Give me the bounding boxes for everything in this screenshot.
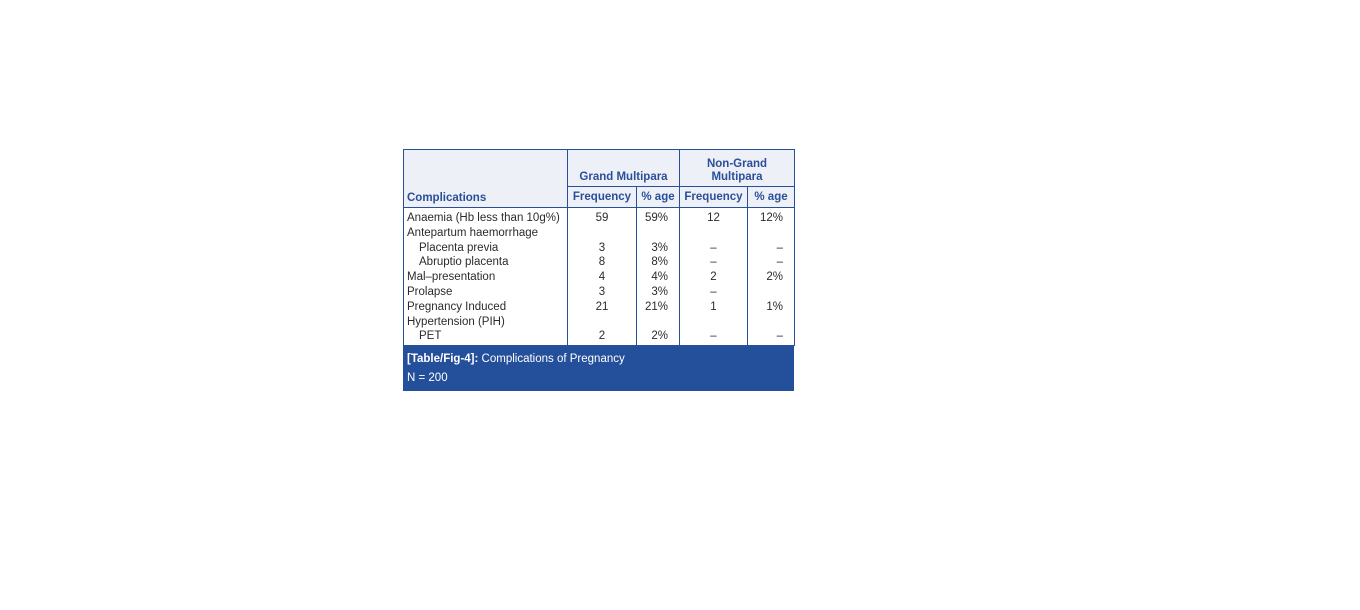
gm-pct-cell: 59% bbox=[637, 208, 680, 226]
caption-note: N = 200 bbox=[407, 372, 448, 385]
gm-pct-cell: 3% bbox=[637, 285, 680, 300]
column-header-gm-frequency: Frequency bbox=[568, 187, 637, 208]
column-header-ngm-frequency: Frequency bbox=[680, 187, 748, 208]
ngm-pct-cell: 1% bbox=[748, 300, 795, 315]
column-header-gm-pct: % age bbox=[637, 187, 680, 208]
ngm-pct-cell: – bbox=[748, 241, 795, 256]
row-label: Pregnancy Induced bbox=[404, 300, 568, 315]
table-row bbox=[404, 270, 795, 285]
row-label: Anaemia (Hb less than 10g%) bbox=[404, 208, 568, 226]
ngm-pct-cell: 2% bbox=[748, 270, 795, 285]
ngm-frequency-cell: 2 bbox=[680, 270, 748, 285]
row-label: Prolapse bbox=[404, 285, 568, 300]
gm-frequency-cell bbox=[568, 226, 637, 241]
table-row bbox=[404, 241, 795, 256]
row-label: Abruptio placenta bbox=[404, 255, 568, 270]
table-row bbox=[404, 300, 795, 315]
gm-pct-cell bbox=[637, 226, 680, 241]
ngm-frequency-cell bbox=[680, 226, 748, 241]
ngm-pct-cell bbox=[748, 226, 795, 241]
gm-frequency-cell: 8 bbox=[568, 255, 637, 270]
gm-frequency-cell: 4 bbox=[568, 270, 637, 285]
row-label: Hypertension (PIH) bbox=[404, 315, 568, 330]
gm-pct-cell: 21% bbox=[637, 300, 680, 315]
gm-frequency-cell: 21 bbox=[568, 300, 637, 315]
row-label: Mal–presentation bbox=[404, 270, 568, 285]
row-label: PET bbox=[404, 329, 568, 345]
header-row-groups bbox=[404, 150, 795, 187]
gm-pct-cell: 8% bbox=[637, 255, 680, 270]
ngm-pct-cell bbox=[748, 315, 795, 330]
ngm-frequency-cell: – bbox=[680, 329, 748, 345]
ngm-frequency-cell: 12 bbox=[680, 208, 748, 226]
caption-tag: [Table/Fig-4]: bbox=[407, 353, 479, 366]
gm-pct-cell: 2% bbox=[637, 329, 680, 345]
gm-frequency-cell: 2 bbox=[568, 329, 637, 345]
caption-title: Complications of Pregnancy bbox=[481, 353, 625, 366]
group-header-line2: Multipara bbox=[711, 171, 763, 183]
ngm-pct-cell: – bbox=[748, 255, 795, 270]
complications-table bbox=[403, 149, 795, 346]
ngm-frequency-cell: 1 bbox=[680, 300, 748, 315]
ngm-frequency-cell: – bbox=[680, 255, 748, 270]
gm-pct-cell: 3% bbox=[637, 241, 680, 256]
column-header-complications: Complications bbox=[404, 150, 568, 208]
gm-pct-cell bbox=[637, 315, 680, 330]
ngm-pct-cell: 12% bbox=[748, 208, 795, 226]
ngm-frequency-cell bbox=[680, 315, 748, 330]
caption-title-line bbox=[407, 350, 790, 369]
gm-frequency-cell: 3 bbox=[568, 285, 637, 300]
row-label: Antepartum haemorrhage bbox=[404, 226, 568, 241]
table-row bbox=[404, 329, 795, 345]
ngm-frequency-cell: – bbox=[680, 285, 748, 300]
gm-frequency-cell bbox=[568, 315, 637, 330]
group-header-non-grand-multipara bbox=[680, 150, 795, 187]
ngm-pct-cell: – bbox=[748, 329, 795, 345]
group-header-line1: Non-Grand bbox=[706, 158, 768, 170]
table-row bbox=[404, 315, 795, 330]
column-header-ngm-pct: % age bbox=[748, 187, 795, 208]
gm-pct-cell: 4% bbox=[637, 270, 680, 285]
table-row bbox=[404, 285, 795, 300]
ngm-pct-cell bbox=[748, 285, 795, 300]
group-header-grand-multipara: Grand Multipara bbox=[568, 150, 680, 187]
table-row bbox=[404, 208, 795, 226]
gm-frequency-cell: 3 bbox=[568, 241, 637, 256]
row-label: Placenta previa bbox=[404, 241, 568, 256]
table-caption bbox=[403, 346, 794, 391]
table-figure bbox=[403, 149, 794, 391]
gm-frequency-cell: 59 bbox=[568, 208, 637, 226]
ngm-frequency-cell: – bbox=[680, 241, 748, 256]
table-row bbox=[404, 226, 795, 241]
table-row bbox=[404, 255, 795, 270]
